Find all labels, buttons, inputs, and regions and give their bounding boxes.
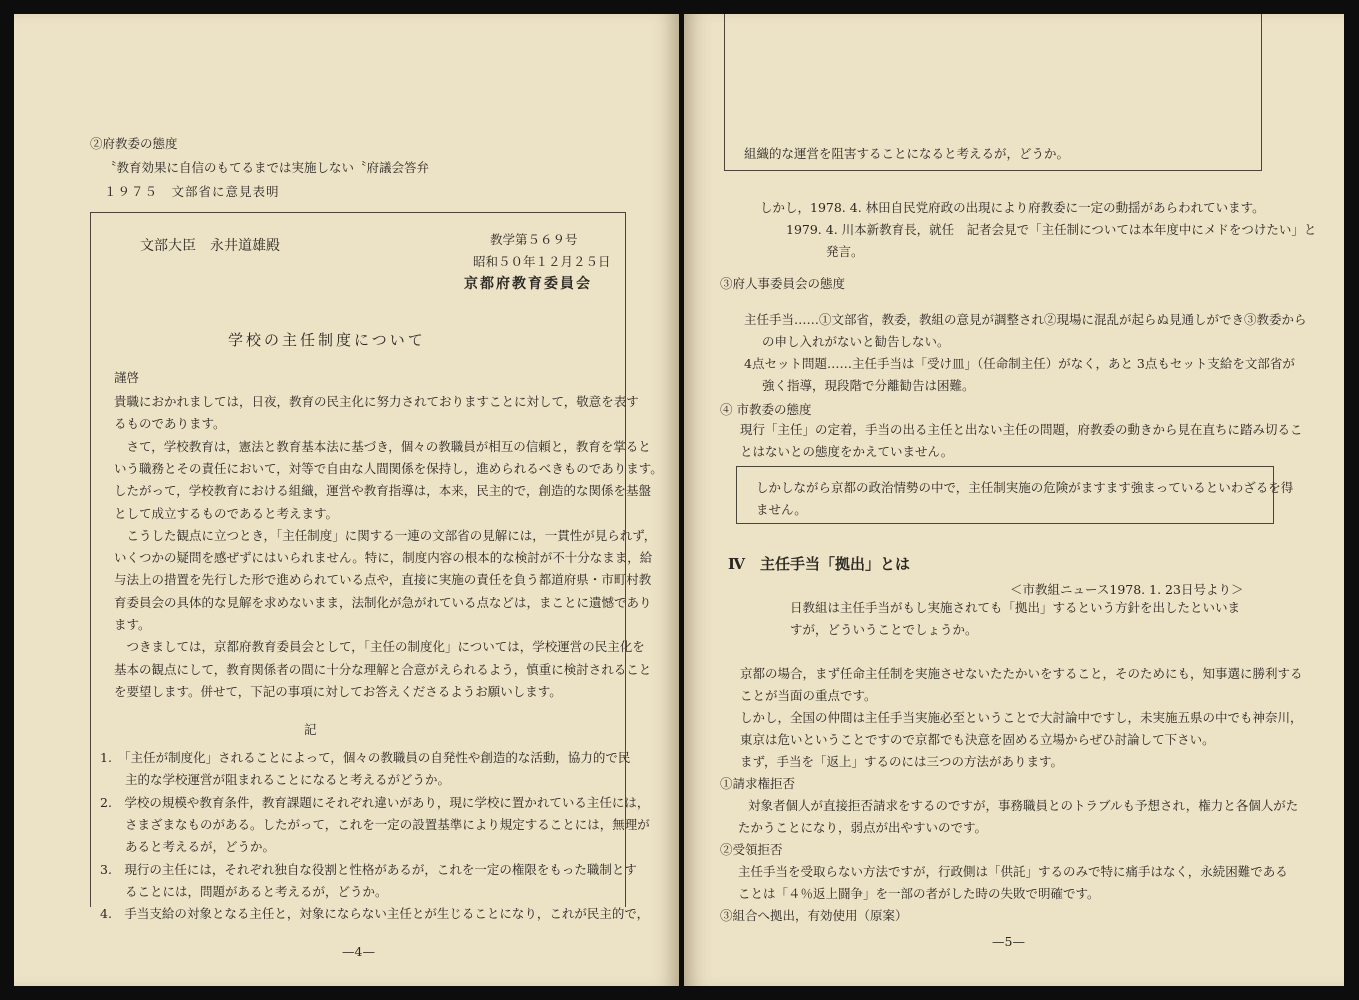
source-note: ＜市教組ニュース1978. 1. 23日号より＞ — [1010, 582, 1244, 597]
text-line: 2. 学校の規模や教育条件，教育課題にそれぞれ違いがあり，現に学校に置かれている主任には， — [100, 794, 650, 810]
text-line: まず，手当を「返上」するのには三つの方法があります。 — [740, 754, 1064, 769]
text-line: 1. 「主任が制度化」されることによって，個々の教職員の自発性や創造的な活動，協力的で民 — [100, 750, 631, 765]
page-number: —4— — [342, 944, 375, 959]
letter-doc-number: 教学第５６９号 — [490, 232, 578, 247]
text-line: を要望します。併せて，下記の事項に対してお答えくださるようお願いします。 — [114, 683, 562, 699]
text-line: ことは「４％返上闘争」を一部の者がした時の失敗で明確です。 — [738, 886, 1100, 901]
method-2-heading: ②受領拒否 — [720, 842, 783, 857]
text-line: 1979. 4. 川本新教育長，就任 記者会見で「主任制については本年度中にメドをつけたい」と — [786, 222, 1317, 237]
text-line: として成立するものであると考えます。 — [114, 505, 339, 521]
text-line: しかし，全国の仲間は主任手当実施必至ということで大討論中ですし，未実施五県の中でも神奈川， — [740, 710, 1303, 725]
text-line: 主任手当を受取らない方法ですが，行政側は「供託」するのみで特に痛手はなく，永続困難である — [738, 864, 1288, 879]
text-line: しかしながら京都の政治情勢の中で，主任制実施の危険がますます強まっているといわざるを得 — [756, 480, 1294, 495]
text-line: 与法上の措置を先行した形で進められている点や，直接に実施の責任を負う都道府県・市町村教 — [114, 572, 652, 588]
text-line: 4. 手当支給の対象となる主任と，対象にならない主任とが生じることになり，これが民主的で， — [100, 906, 650, 922]
text-line: るものであります。 — [114, 416, 226, 432]
year-line: １９７５ 文部省に意見表明 — [104, 184, 280, 199]
text-line: 強く指導，現段階で分離勧告は困難。 — [762, 378, 975, 393]
text-line: したがって，学校教育における組織，運営や教育指導は，本来，民主的で，創造的な関係を基盤 — [114, 483, 652, 499]
section-3-heading: ③府人事委員会の態度 — [720, 276, 846, 291]
text-line: 主任手当……①文部省，教委，教組の意見が調整され②現場に混乱が起らぬ見通しができ③教委から — [744, 312, 1307, 327]
quote-line: 〝教育効果に自信のもてるまでは実施しない〝府議会答弁 — [104, 160, 430, 175]
letter-addressee: 文部大臣 永井道雄殿 — [140, 238, 280, 254]
left-page — [14, 14, 679, 986]
text-line: つきましては，京都府教育委員会として，「主任の制度化」については，学校運営の民主化を — [114, 639, 645, 655]
text-line: 対象者個人が直接拒否請求をするのですが，事務職員とのトラブルも予想され，権力と各個人がた — [748, 798, 1299, 813]
method-1-heading: ①請求権拒否 — [720, 776, 796, 791]
text-line: あると考えるが，どうか。 — [100, 839, 276, 855]
text-line: すが，どういうことでしょうか。 — [790, 622, 978, 637]
text-line: 発言。 — [826, 244, 864, 259]
letter-title: 学校の主任制度について — [228, 331, 426, 349]
text-line: 主的な学校運営が阻まれることになると考えるがどうか。 — [100, 772, 451, 788]
text-line: ることには，問題があると考えるが，どうか。 — [100, 883, 388, 899]
text-line: いう職務とその責任において，対等で自由な人間関係を保持し，進められるべきものであります。 — [114, 460, 663, 476]
text-line: さて，学校教育は，憲法と教育基本法に基づき，個々の教職員が相互の信頼と，教育を掌ると — [114, 438, 651, 454]
text-line: さまざまなものがある。したがって，これを一定の設置基準により規定することには，無理が — [100, 816, 650, 832]
letter-sender: 京都府教育委員会 — [464, 276, 592, 292]
text-line: ません。 — [756, 502, 807, 517]
text-line: 日教組は主任手当がもし実施されても「拠出」するという方針を出したといいま — [790, 600, 1241, 615]
section-4-heading: ④ 市教委の態度 — [720, 402, 812, 417]
text-line: いくつかの疑問を感ぜずにはいられません。特に，制度内容の根本的な検討が不十分なまま，給 — [114, 550, 653, 566]
ki-heading: 記 — [304, 722, 317, 737]
text-line: 基本の観点にして，教育関係者の間に十分な理解と合意がえられるよう，慎重に検討されること — [114, 661, 652, 677]
text-line: 現行「主任」の定着，手当の出る主任と出ない主任の問題，府教委の動きから見在直ちに踏み切るこ — [740, 422, 1303, 437]
letter-date: 昭和５０年１２月２５日 — [473, 254, 611, 269]
right-page — [684, 14, 1344, 986]
section-heading: ②府教委の態度 — [90, 136, 178, 151]
text-line: 京都の場合，まず任命主任制を実施させないたたかいをすること，そのためにも，知事選に勝利する — [740, 666, 1303, 681]
method-3-heading: ③組合へ拠出，有効使用（原案） — [720, 908, 908, 923]
text-line: 4点セット問題……主任手当は「受け皿」（任命制主任）がなく，あと 3点もセット支給を文部省が — [744, 356, 1295, 371]
text-line: ます。 — [114, 617, 151, 632]
top-box-text: 組織的な運営を阻害することになると考えるが，どうか。 — [744, 146, 1070, 161]
text-line: こうした観点に立つとき，「主任制度」に関する一連の文部省の見解には，一貫性が見られず， — [114, 527, 657, 543]
text-line: とはないとの態度をかえていません。 — [740, 444, 954, 459]
text-line: の申し入れがないと勧告しない。 — [762, 334, 950, 349]
heading-iv: Ⅳ 主任手当「拠出」とは — [728, 555, 911, 573]
letter-salutation: 謹啓 — [114, 370, 140, 385]
text-line: しかし，1978. 4. 林田自民党府政の出現により府教委に一定の動揺があらわれています。 — [760, 200, 1265, 215]
text-line: 東京は危いということですので京都でも決意を固める立場からぜひ討論して下さい。 — [740, 732, 1215, 747]
page-number: —5— — [992, 934, 1025, 949]
text-line: たかうことになり，弱点が出やすいのです。 — [738, 820, 988, 835]
text-line: 育委員会の具体的な見解を求めないまま，法制化が急がれている点などは，まことに遺憾であり — [114, 594, 652, 610]
text-line: 貴職におかれましては，日夜，教育の民主化に努力されておりますことに対して，敬意を表す — [114, 394, 639, 409]
text-line: ことが当面の重点です。 — [740, 688, 877, 703]
text-line: 3. 現行の主任には，それぞれ独自な役割と性格があるが，これを一定の権限をもった職制とす — [100, 861, 637, 877]
